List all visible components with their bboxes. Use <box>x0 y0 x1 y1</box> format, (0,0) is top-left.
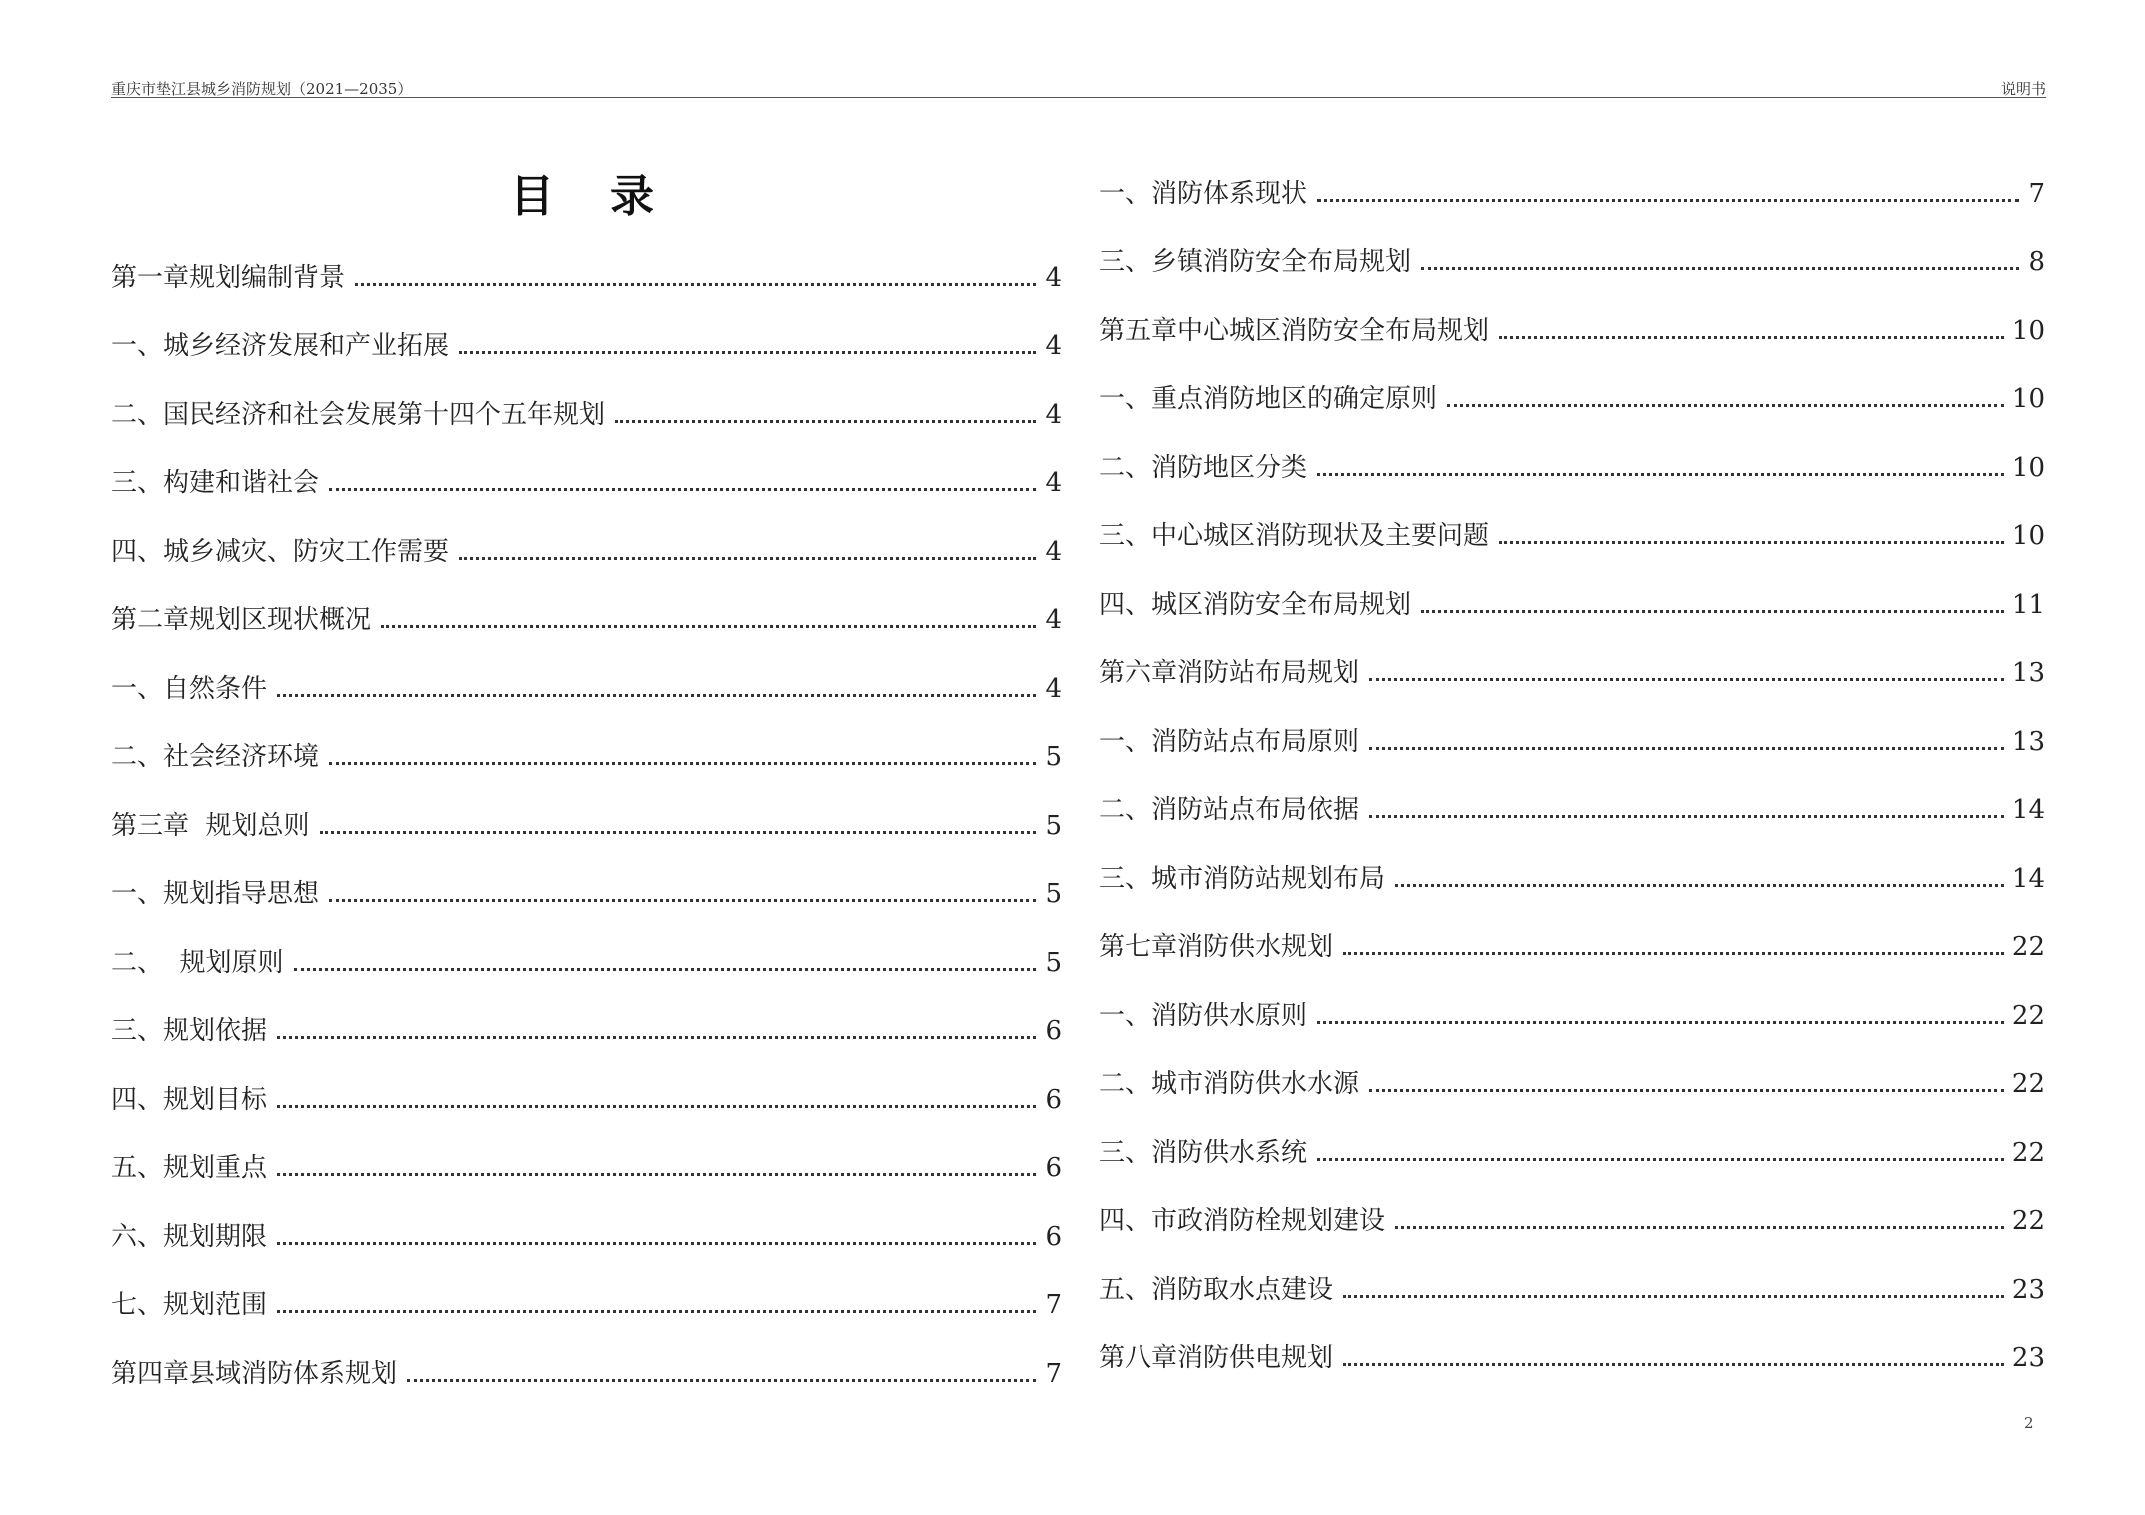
toc-entry-page: 22 <box>2011 1206 2045 1236</box>
toc-entry-label: 二、消防地区分类 <box>1099 452 1308 483</box>
toc-entry[interactable] <box>111 363 1062 432</box>
toc-entry-label: 一、自然条件 <box>111 673 268 704</box>
toc-entry[interactable] <box>1099 485 2045 554</box>
toc-entry-label: 二、 规划原则 <box>111 947 284 978</box>
toc-entry-page: 5 <box>1045 947 1062 978</box>
toc-entry-page: 4 <box>1045 605 1062 635</box>
toc-entry-label: 一、重点消防地区的确定原则 <box>1099 384 1438 414</box>
toc-entry[interactable] <box>111 1254 1062 1323</box>
toc-entry-page: 10 <box>2011 452 2045 483</box>
toc-dot-leader <box>277 1105 1036 1108</box>
toc-dot-leader <box>1395 884 2004 887</box>
toc-entry[interactable] <box>1099 211 2045 280</box>
toc-dot-leader <box>1343 1295 2004 1298</box>
toc-dot-leader <box>355 283 1036 286</box>
toc-entry-label: 三、城市消防站规划布局 <box>1099 863 1386 894</box>
toc-entry-page: 7 <box>2028 178 2045 209</box>
toc-entry-page: 7 <box>1045 1290 1062 1320</box>
toc-entry[interactable] <box>1099 896 2045 965</box>
toc-entry[interactable] <box>111 911 1062 980</box>
toc-dot-leader <box>277 694 1036 697</box>
toc-entry-page: 6 <box>1045 1084 1062 1115</box>
toc-entry-page: 4 <box>1045 673 1062 704</box>
toc-entry-page: 22 <box>2011 932 2045 962</box>
toc-entry-page: 4 <box>1045 331 1062 361</box>
toc-entry[interactable] <box>111 295 1062 364</box>
toc-entry-label: 五、消防取水点建设 <box>1099 1274 1334 1305</box>
toc-entry-label: 第六章消防站布局规划 <box>1099 658 1360 688</box>
toc-entry-label: 一、消防站点布局原则 <box>1099 726 1360 757</box>
toc-dot-leader <box>1317 199 2019 202</box>
toc-entry-page: 4 <box>1045 399 1062 430</box>
toc-entry-page: 23 <box>2011 1343 2045 1373</box>
toc-entry-page: 6 <box>1045 1221 1062 1252</box>
toc-entry-label: 七、规划范围 <box>111 1290 268 1320</box>
toc-dot-leader <box>1343 952 2004 955</box>
header-divider <box>111 97 2046 98</box>
toc-entry-label: 一、城乡经济发展和产业拓展 <box>111 331 450 361</box>
toc-entry-page: 5 <box>1045 742 1062 772</box>
toc-entry[interactable] <box>1099 759 2045 828</box>
toc-entry[interactable] <box>111 432 1062 501</box>
toc-right-column <box>1099 142 2045 1375</box>
toc-dot-leader <box>294 968 1036 971</box>
toc-entry[interactable] <box>1099 279 2045 348</box>
toc-dot-leader <box>1369 747 2004 750</box>
toc-entry[interactable] <box>1099 142 2045 211</box>
toc-entry-label: 第五章中心城区消防安全布局规划 <box>1099 315 1490 346</box>
toc-entry-label: 第三章 规划总则 <box>111 810 310 841</box>
toc-left-column <box>111 226 1062 1391</box>
toc-entry-label: 第八章消防供电规划 <box>1099 1343 1334 1373</box>
toc-entry-label: 六、规划期限 <box>111 1221 268 1252</box>
toc-entry-page: 6 <box>1045 1016 1062 1046</box>
toc-entry-label: 四、城区消防安全布局规划 <box>1099 589 1412 620</box>
toc-entry-page: 22 <box>2011 1069 2045 1099</box>
toc-entry-page: 23 <box>2011 1274 2045 1305</box>
header-document-title: 重庆市垫江县城乡消防规划（2021—2035） <box>111 80 413 98</box>
toc-entry-label: 三、规划依据 <box>111 1016 268 1046</box>
toc-dot-leader <box>1317 1158 2004 1161</box>
toc-dot-leader <box>277 1173 1036 1176</box>
toc-entry[interactable] <box>111 637 1062 706</box>
toc-entry[interactable] <box>1099 416 2045 485</box>
toc-dot-leader <box>381 625 1036 628</box>
toc-entry[interactable] <box>111 1048 1062 1117</box>
toc-entry-page: 10 <box>2011 384 2045 414</box>
toc-entry-page: 8 <box>2028 247 2045 277</box>
toc-dot-leader <box>1343 1363 2004 1366</box>
toc-entry[interactable] <box>1099 622 2045 691</box>
toc-dot-leader <box>329 488 1036 491</box>
toc-entry-page: 4 <box>1045 468 1062 498</box>
toc-entry-label: 五、规划重点 <box>111 1153 268 1183</box>
toc-dot-leader <box>1421 610 2004 613</box>
toc-entry-page: 14 <box>2011 863 2045 894</box>
toc-dot-leader <box>1369 678 2004 681</box>
toc-title: 目录 <box>510 171 710 222</box>
toc-entry[interactable] <box>111 500 1062 569</box>
toc-entry[interactable] <box>1099 1307 2045 1376</box>
toc-entry-label: 一、消防体系现状 <box>1099 178 1308 209</box>
toc-entry-label: 二、消防站点布局依据 <box>1099 795 1360 825</box>
toc-entry[interactable] <box>1099 1033 2045 1102</box>
toc-entry[interactable] <box>1099 553 2045 622</box>
toc-entry-page: 13 <box>2011 658 2045 688</box>
toc-entry-label: 三、乡镇消防安全布局规划 <box>1099 247 1412 277</box>
toc-entry[interactable] <box>1099 964 2045 1033</box>
toc-entry-label: 第一章规划编制背景 <box>111 262 346 293</box>
toc-entry-page: 10 <box>2011 315 2045 346</box>
toc-dot-leader <box>1499 541 2004 544</box>
toc-entry-label: 二、国民经济和社会发展第十四个五年规划 <box>111 399 606 430</box>
header-doc-type: 说明书 <box>2000 80 2046 98</box>
toc-dot-leader <box>1447 404 2004 407</box>
toc-entry-label: 四、市政消防栓规划建设 <box>1099 1206 1386 1236</box>
toc-entry-label: 第七章消防供水规划 <box>1099 932 1334 962</box>
toc-entry[interactable] <box>111 569 1062 638</box>
toc-entry[interactable] <box>111 774 1062 843</box>
page-number: 2 <box>2024 1414 2034 1432</box>
toc-entry-label: 三、构建和谐社会 <box>111 468 320 498</box>
toc-entry-page: 5 <box>1045 879 1062 909</box>
toc-entry-page: 14 <box>2011 795 2045 825</box>
toc-entry-label: 四、规划目标 <box>111 1084 268 1115</box>
toc-entry-page: 7 <box>1045 1358 1062 1389</box>
toc-dot-leader <box>1317 473 2004 476</box>
toc-entry[interactable] <box>111 843 1062 912</box>
toc-dot-leader <box>329 899 1036 902</box>
toc-entry-page: 10 <box>2011 521 2045 551</box>
toc-entry[interactable] <box>1099 690 2045 759</box>
toc-entry[interactable] <box>111 706 1062 775</box>
toc-dot-leader <box>1421 267 2019 270</box>
toc-dot-leader <box>277 1310 1036 1313</box>
toc-dot-leader <box>1369 1089 2004 1092</box>
toc-entry[interactable] <box>1099 348 2045 417</box>
toc-entry[interactable] <box>1099 1238 2045 1307</box>
toc-dot-leader <box>329 762 1036 765</box>
toc-entry-label: 第二章规划区现状概况 <box>111 605 372 635</box>
toc-entry[interactable] <box>1099 827 2045 896</box>
toc-entry-page: 11 <box>2011 589 2045 620</box>
toc-entry[interactable] <box>1099 1170 2045 1239</box>
toc-entry-label: 三、中心城区消防现状及主要问题 <box>1099 521 1490 551</box>
toc-entry-label: 第四章县域消防体系规划 <box>111 1358 398 1389</box>
toc-entry-page: 13 <box>2011 726 2045 757</box>
toc-entry-page: 5 <box>1045 810 1062 841</box>
toc-entry-label: 一、规划指导思想 <box>111 879 320 909</box>
toc-dot-leader <box>407 1379 1036 1382</box>
toc-dot-leader <box>1369 815 2004 818</box>
toc-dot-leader <box>459 557 1036 560</box>
toc-entry-label: 一、消防供水原则 <box>1099 1000 1308 1031</box>
toc-entry[interactable] <box>111 980 1062 1049</box>
toc-entry[interactable] <box>111 1185 1062 1254</box>
toc-entry[interactable] <box>111 1117 1062 1186</box>
toc-dot-leader <box>1395 1226 2004 1229</box>
toc-dot-leader <box>1499 336 2004 339</box>
toc-entry[interactable] <box>1099 1101 2045 1170</box>
toc-dot-leader <box>320 831 1036 834</box>
toc-entry-page: 4 <box>1045 536 1062 567</box>
toc-entry-label: 二、城市消防供水水源 <box>1099 1069 1360 1099</box>
toc-dot-leader <box>1317 1021 2004 1024</box>
toc-entry-label: 三、消防供水系统 <box>1099 1137 1308 1168</box>
toc-dot-leader <box>277 1036 1036 1039</box>
toc-entry-label: 二、社会经济环境 <box>111 742 320 772</box>
toc-entry-label: 四、城乡减灾、防灾工作需要 <box>111 536 450 567</box>
toc-entry-page: 6 <box>1045 1153 1062 1183</box>
toc-dot-leader <box>459 351 1036 354</box>
toc-entry[interactable] <box>111 1322 1062 1391</box>
toc-dot-leader <box>277 1242 1036 1245</box>
toc-entry-page: 4 <box>1045 262 1062 293</box>
toc-entry-page: 22 <box>2011 1137 2045 1168</box>
toc-entry-page: 22 <box>2011 1000 2045 1031</box>
toc-entry[interactable] <box>111 226 1062 295</box>
toc-dot-leader <box>615 420 1036 423</box>
